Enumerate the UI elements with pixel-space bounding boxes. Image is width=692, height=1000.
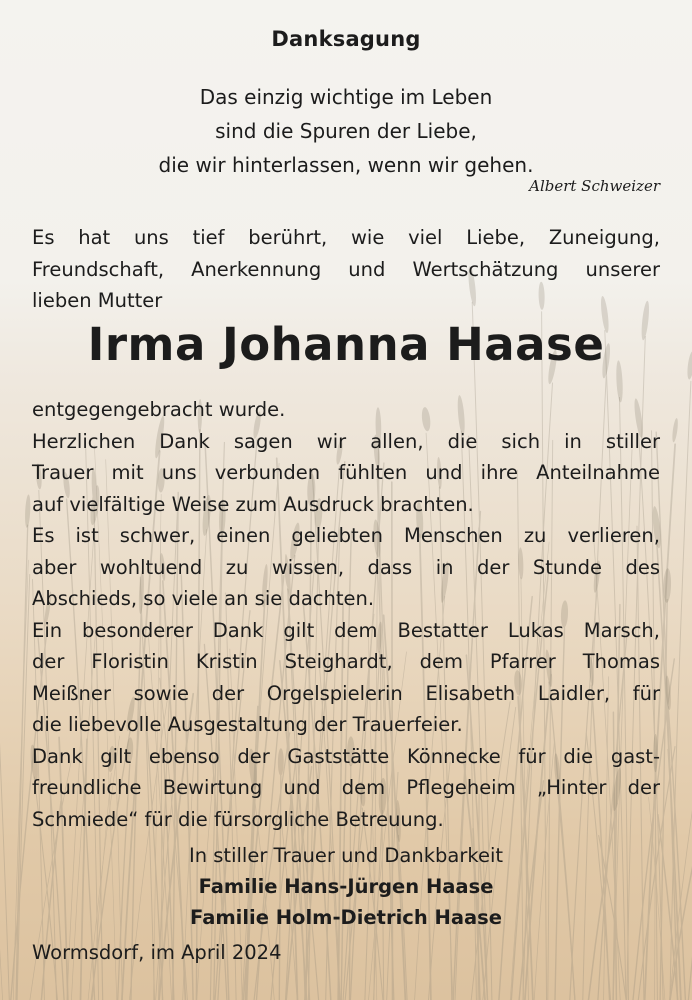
text-line: die liebevolle Ausgestaltung der Trauerfeier.: [32, 713, 463, 736]
quote-block: [0, 80, 692, 182]
text-line: entgegengebracht wurde.: [32, 398, 286, 421]
reed-stem: [17, 575, 30, 1000]
text-line: Abschieds, so viele an sie dachten.: [32, 587, 375, 610]
closing-line: In stiller Trauer und Dankbarkeit: [188, 844, 504, 867]
text-line: freundliche Bewirtung und dem Pflegeheim „Hinter der: [32, 776, 660, 799]
notice-heading: Danksagung: [271, 27, 421, 51]
text-line: Freundschaft, Anerkennung und Wertschätzung unserer: [32, 257, 660, 281]
body-paragraph: [32, 394, 660, 835]
text-line: Meißner sowie der Orgelspielerin Elisabeth Laidler, für: [32, 681, 660, 705]
text-line: Ein besonderer Dank gilt dem Bestatter Lukas Marsch,: [32, 618, 660, 642]
text-line: Herzlichen Dank sagen wir allen, die sich in stiller: [32, 429, 660, 453]
text-line: Dank gilt ebenso der Gaststätte Könnecke für die gast-: [32, 744, 660, 768]
text-line: Trauer mit uns verbunden fühlten und ihre Anteilnahme: [32, 461, 660, 484]
deceased-name: Irma Johanna Haase: [87, 318, 605, 371]
quote-line: sind die Spuren der Liebe,: [215, 119, 477, 143]
text-line: Schmiede“ für die fürsorgliche Betreuung.: [32, 807, 444, 831]
text-line: der Floristin Kristin Steighardt, dem Pfarrer Thomas: [32, 650, 660, 673]
quote-line: die wir hinterlassen, wenn wir gehen.: [158, 153, 534, 177]
reed-plume: [24, 494, 31, 528]
quote-line: Das einzig wichtige im Leben: [199, 85, 493, 109]
intro-paragraph: [32, 222, 660, 317]
reed-plume: [671, 418, 679, 443]
place-date: Wormsdorf, im April 2024: [32, 941, 282, 964]
quote-author: Albert Schweizer: [529, 177, 660, 195]
signature-line: Familie Hans-Jürgen Haase: [198, 875, 494, 898]
text-line: lieben Mutter: [32, 289, 163, 312]
text-line: Es hat uns tief berührt, wie viel Liebe, Zuneigung,: [32, 226, 660, 249]
text-line: auf vielfältige Weise zum Ausdruck brachten.: [32, 492, 474, 516]
text-line: Es ist schwer, einen geliebten Menschen zu verlieren,: [32, 524, 660, 547]
reed-plume: [663, 568, 672, 603]
text-line: aber wohltuend zu wissen, dass in der Stunde des: [32, 555, 660, 579]
closing-block: [0, 840, 692, 933]
signature-line: Familie Holm-Dietrich Haase: [190, 906, 502, 929]
